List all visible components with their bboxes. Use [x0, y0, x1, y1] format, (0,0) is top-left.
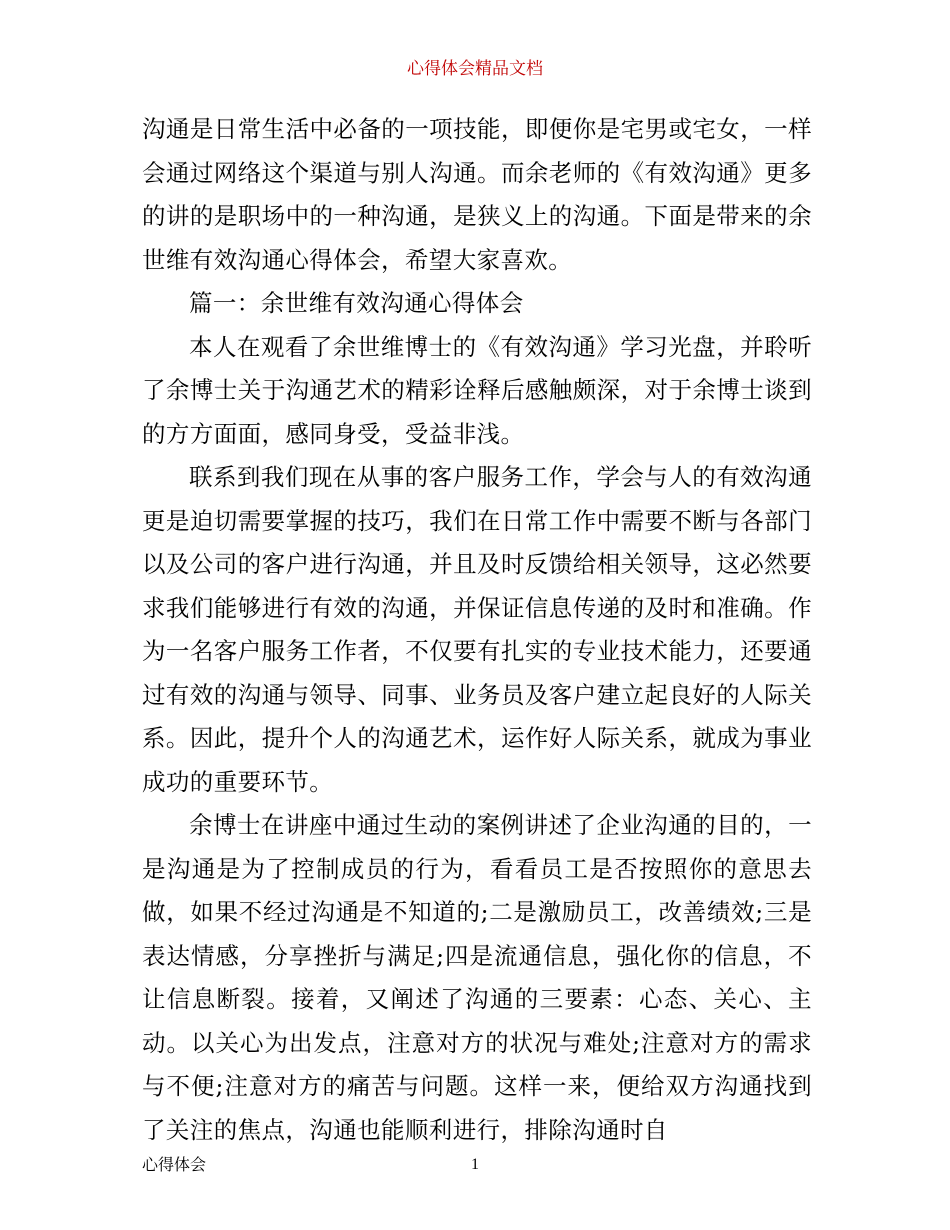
- document-body: [142, 108, 812, 1152]
- page-number: 1: [471, 1156, 479, 1173]
- body-paragraph-2: 联系到我们现在从事的客户服务工作，学会与人的有效沟通更是迫切需要掌握的技巧，我们在日常工作中需要不断与各部门以及公司的客户进行沟通，并且及时反馈给相关领导，这必然要求我们能够进行有效的沟通，并保证信息传递的及时和准确。作为一名客户服务工作者，不仅要有扎实的专业技术能力，还要通过有效的沟通与领导、同事、业务员及客户建立起良好的人际关系。因此，提升个人的沟通艺术，运作好人际关系，就成为事业成功的重要环节。: [142, 463, 812, 796]
- body-paragraph-3: 余博士在讲座中通过生动的案例讲述了企业沟通的目的，一是沟通是为了控制成员的行为，看看员工是否按照你的意思去做，如果不经过沟通是不知道的;二是激励员工，改善绩效;三是表达情感，分享挫折与满足;四是流通信息，强化你的信息，不让信息断裂。接着，又阐述了沟通的三要素：心态、关心、主动。以关心为出发点，注意对方的状况与难处;注意对方的需求与不便;注意对方的痛苦与问题。这样一来，便给双方沟通找到了关注的焦点，沟通也能顺利进行，排除沟通时自: [142, 811, 812, 1144]
- intro-paragraph: 沟通是日常生活中必备的一项技能，即便你是宅男或宅女，一样会通过网络这个渠道与别人沟通。而余老师的《有效沟通》更多的讲的是职场中的一种沟通，是狭义上的沟通。下面是带来的余世维有效沟通心得体会，希望大家喜欢。: [142, 115, 812, 274]
- footer-label: 心得体会: [142, 1155, 207, 1174]
- section-heading: 篇一：余世维有效沟通心得体会: [189, 289, 524, 317]
- page-header-title: 心得体会精品文档: [407, 59, 543, 79]
- body-paragraph-1: 本人在观看了余世维博士的《有效沟通》学习光盘，并聆听了余博士关于沟通艺术的精彩诠释后感触颇深，对于余博士谈到的方方面面，感同身受，受益非浅。: [142, 332, 812, 448]
